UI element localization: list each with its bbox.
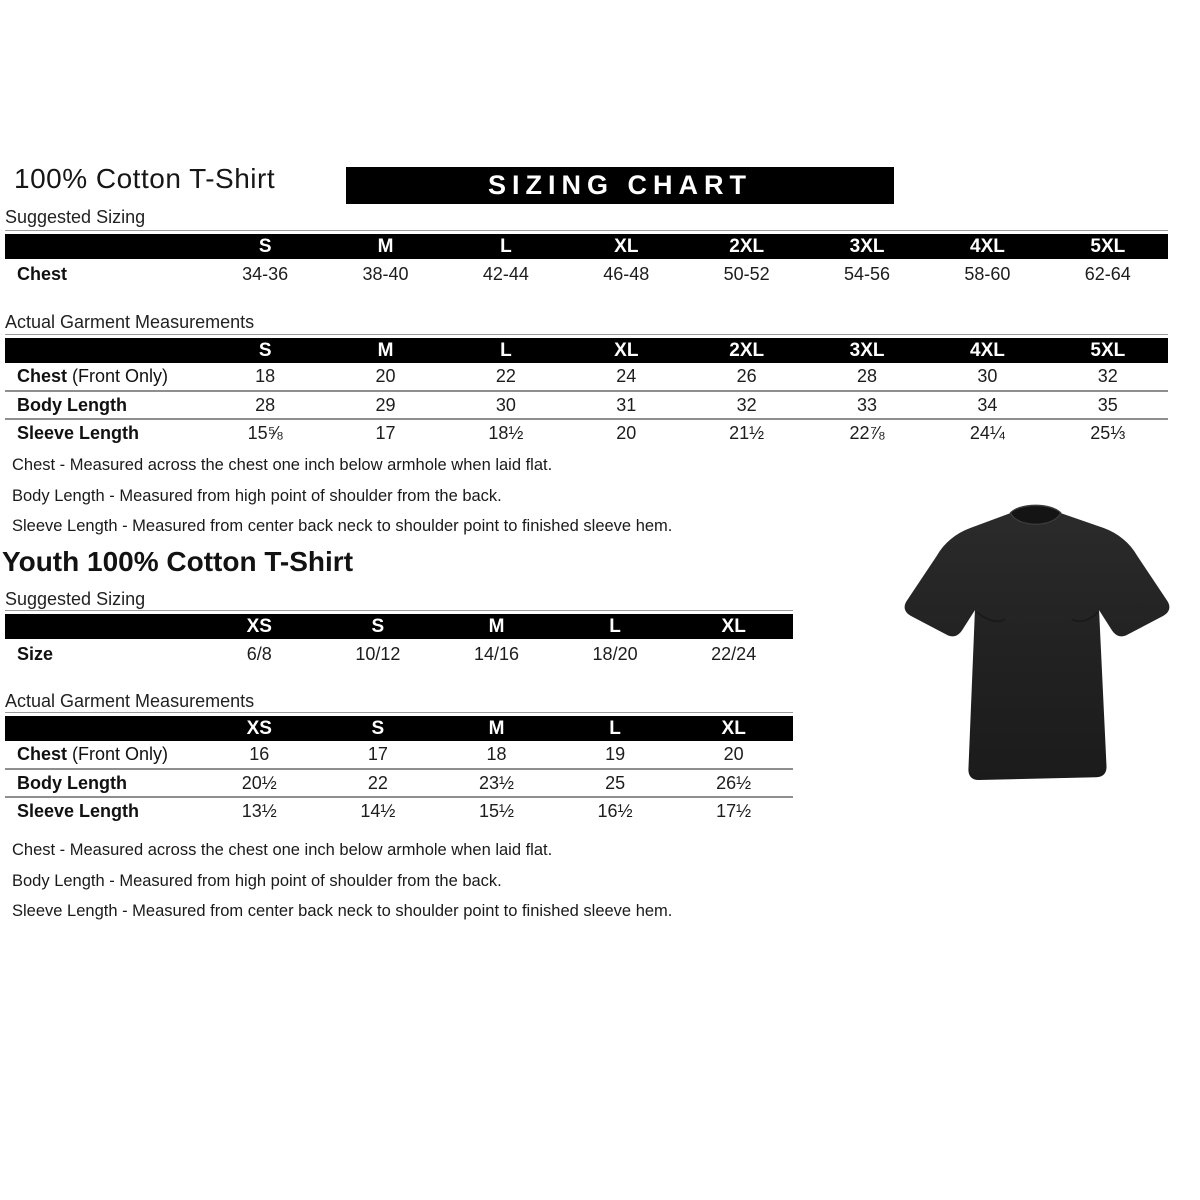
row-label: Sleeve Length bbox=[5, 797, 200, 825]
measurement-value: 20 bbox=[566, 419, 686, 447]
size-column-header: 2XL bbox=[687, 338, 807, 363]
youth-page-title: Youth 100% Cotton T-Shirt bbox=[2, 546, 354, 577]
size-column-header: 5XL bbox=[1048, 338, 1168, 363]
size-column-header: L bbox=[446, 338, 566, 363]
measurement-value: 20½ bbox=[200, 769, 319, 797]
row-label: Chest (Front Only) bbox=[17, 366, 169, 386]
size-column-header: XL bbox=[566, 338, 686, 363]
measurement-value: 28 bbox=[857, 366, 878, 386]
measurement-value: 17½ bbox=[674, 797, 793, 825]
youth-suggested-sizing-label: Suggested Sizing bbox=[5, 589, 146, 609]
measurement-value: 15½ bbox=[437, 797, 556, 825]
table-top-rule bbox=[5, 610, 793, 611]
measurement-note: Chest - Measured across the chest one inch below armhole when laid flat. bbox=[12, 841, 553, 859]
row-label: Body Length bbox=[5, 769, 200, 797]
measurement-value: 25 bbox=[556, 769, 675, 797]
size-column-header: S bbox=[319, 716, 438, 741]
measurement-row bbox=[5, 741, 793, 769]
row-label: Chest (Front Only) bbox=[17, 744, 169, 764]
measurement-value: 32 bbox=[1097, 366, 1118, 386]
measurement-value: 20 bbox=[375, 366, 396, 386]
size-column-header: XL bbox=[566, 234, 686, 259]
measurement-note: Sleeve Length - Measured from center back neck to shoulder point to finished sleeve hem. bbox=[12, 902, 673, 920]
size-column-header: S bbox=[319, 614, 438, 639]
measurement-value: 19 bbox=[605, 744, 626, 764]
black-tshirt-icon bbox=[893, 472, 1195, 808]
row-label: Chest bbox=[17, 264, 68, 284]
size-column-header: M bbox=[437, 716, 556, 741]
sizing-chart-banner: SIZING CHART bbox=[346, 167, 894, 204]
measurement-value: 24 bbox=[616, 366, 637, 386]
measurement-value: 14/16 bbox=[473, 643, 519, 664]
measurement-value: 35 bbox=[1048, 391, 1168, 419]
measurement-row bbox=[5, 259, 1168, 290]
measurement-value: 54-56 bbox=[844, 264, 891, 284]
measurement-value: 42-44 bbox=[482, 264, 529, 284]
page-title: 100% Cotton T-Shirt bbox=[14, 163, 276, 194]
measurement-value: 32 bbox=[687, 391, 807, 419]
measurement-value: 18 bbox=[486, 744, 507, 764]
measurement-value: 23½ bbox=[437, 769, 556, 797]
measurement-row bbox=[5, 797, 793, 825]
measurement-value: 16 bbox=[249, 744, 270, 764]
measurement-value: 28 bbox=[205, 391, 325, 419]
size-column-header: L bbox=[556, 716, 675, 741]
measurement-value: 6/8 bbox=[246, 643, 272, 664]
table-top-rule bbox=[5, 712, 793, 713]
measurement-value: 22 bbox=[495, 366, 516, 386]
measurement-value: 15⅝ bbox=[205, 419, 325, 447]
measurement-value: 20 bbox=[723, 744, 744, 764]
size-column-header: XL bbox=[674, 614, 793, 639]
measurement-value: 14½ bbox=[319, 797, 438, 825]
youth-suggested-sizing-table bbox=[5, 614, 793, 669]
size-column-header: S bbox=[205, 338, 325, 363]
measurement-value: 25⅓ bbox=[1048, 419, 1168, 447]
size-column-header: XL bbox=[674, 716, 793, 741]
measurement-value: 38-40 bbox=[362, 264, 409, 284]
measurement-value: 46-48 bbox=[603, 264, 650, 284]
measurement-value: 17 bbox=[325, 419, 445, 447]
adult-suggested-sizing-label: Suggested Sizing bbox=[5, 207, 146, 227]
table-top-rule bbox=[5, 334, 1168, 335]
measurement-row bbox=[5, 419, 1168, 447]
measurement-value: 30 bbox=[977, 366, 998, 386]
measurement-value: 24¼ bbox=[927, 419, 1047, 447]
size-column-header: M bbox=[325, 338, 445, 363]
measurement-value: 29 bbox=[325, 391, 445, 419]
measurement-value: 22/24 bbox=[711, 643, 757, 664]
measurement-row bbox=[5, 769, 793, 797]
measurement-value: 31 bbox=[566, 391, 686, 419]
measurement-value: 34 bbox=[927, 391, 1047, 419]
size-column-header: XS bbox=[200, 716, 319, 741]
measurement-note: Body Length - Measured from high point of shoulder from the back. bbox=[12, 871, 502, 890]
measurement-value: 13½ bbox=[200, 797, 319, 825]
measurement-value: 26½ bbox=[674, 769, 793, 797]
size-column-header: M bbox=[325, 234, 445, 259]
measurement-value: 50-52 bbox=[723, 264, 770, 284]
size-column-header: L bbox=[446, 234, 566, 259]
tshirt-product-image bbox=[893, 472, 1195, 808]
measurement-value: 58-60 bbox=[964, 264, 1011, 284]
row-label: Size bbox=[17, 643, 54, 664]
measurement-value: 33 bbox=[807, 391, 927, 419]
size-column-header: XS bbox=[200, 614, 319, 639]
adult-measurement-notes bbox=[12, 456, 672, 548]
row-label: Body Length bbox=[5, 391, 205, 419]
size-column-header: S bbox=[205, 234, 325, 259]
adult-actual-measurements-label: Actual Garment Measurements bbox=[5, 312, 255, 332]
measurement-value: 18/20 bbox=[592, 643, 638, 664]
measurement-value: 22 bbox=[319, 769, 438, 797]
measurement-value: 18½ bbox=[446, 419, 566, 447]
measurement-row bbox=[5, 639, 793, 669]
measurement-value: 10/12 bbox=[355, 643, 401, 664]
measurement-value: 18 bbox=[255, 366, 276, 386]
size-column-header: 3XL bbox=[807, 338, 927, 363]
measurement-note: Body Length - Measured from high point of shoulder from the back. bbox=[12, 486, 502, 505]
size-column-header: M bbox=[437, 614, 556, 639]
row-label: Sleeve Length bbox=[5, 419, 205, 447]
measurement-row bbox=[5, 363, 1168, 391]
table-top-rule bbox=[5, 230, 1168, 231]
measurement-value: 26 bbox=[736, 366, 757, 386]
measurement-value: 34-36 bbox=[242, 264, 289, 284]
adult-suggested-sizing-table bbox=[5, 234, 1168, 290]
youth-measurement-notes bbox=[12, 841, 672, 933]
size-column-header: 5XL bbox=[1048, 234, 1168, 259]
adult-actual-measurements-table bbox=[5, 338, 1168, 447]
size-column-header: 3XL bbox=[807, 234, 927, 259]
measurement-value: 30 bbox=[446, 391, 566, 419]
size-column-header: 2XL bbox=[687, 234, 807, 259]
measurement-note: Chest - Measured across the chest one inch below armhole when laid flat. bbox=[12, 456, 553, 474]
measurement-note: Sleeve Length - Measured from center back neck to shoulder point to finished sleeve hem. bbox=[12, 517, 673, 535]
measurement-row bbox=[5, 391, 1168, 419]
measurement-value: 21½ bbox=[687, 419, 807, 447]
table-corner bbox=[5, 234, 205, 259]
measurement-value: 22⅞ bbox=[807, 419, 927, 447]
table-corner bbox=[5, 716, 200, 741]
size-column-header: 4XL bbox=[927, 234, 1047, 259]
measurement-value: 62-64 bbox=[1084, 264, 1131, 284]
measurement-value: 16½ bbox=[556, 797, 675, 825]
youth-actual-measurements-label: Actual Garment Measurements bbox=[5, 691, 255, 711]
size-column-header: 4XL bbox=[927, 338, 1047, 363]
size-column-header: L bbox=[556, 614, 675, 639]
measurement-value: 17 bbox=[367, 744, 388, 764]
table-corner bbox=[5, 338, 205, 363]
youth-actual-measurements-table bbox=[5, 716, 793, 825]
table-corner bbox=[5, 614, 200, 639]
